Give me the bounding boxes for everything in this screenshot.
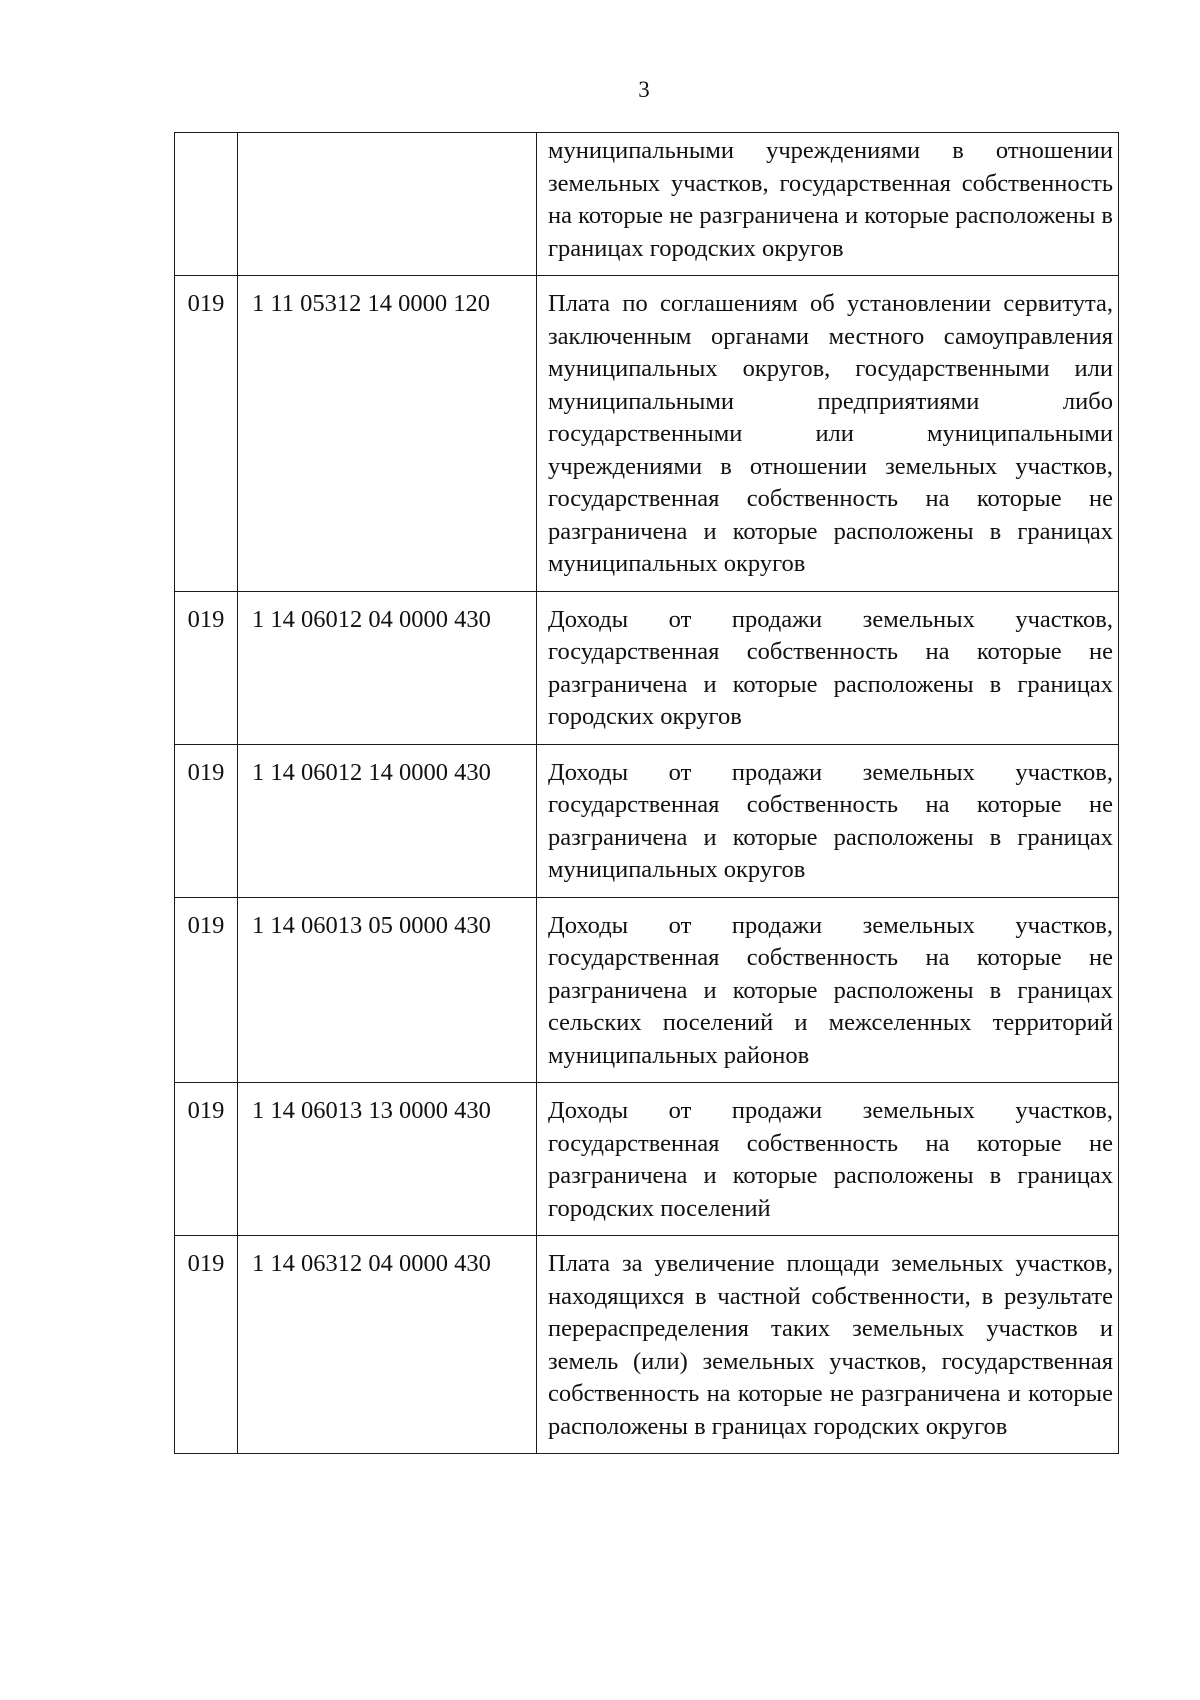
- revenue-codes-table: [174, 132, 1119, 1454]
- table-row: [175, 744, 1119, 897]
- table-row: [175, 276, 1119, 592]
- admin-code-cell: 019: [175, 1236, 238, 1454]
- table-row: [175, 133, 1119, 276]
- description-cell: Доходы от продажи земельных участков, государственная собственность на которые не разграничена и которые расположены в границах городских поселений: [537, 1083, 1119, 1236]
- description-cell: Доходы от продажи земельных участков, государственная собственность на которые не разграничена и которые расположены в границах сельских поселений и межселенных территорий муниципальных районов: [537, 897, 1119, 1083]
- description-cell: Плата по соглашениям об установлении сервитута, заключенным органами местного самоуправления муниципальных округов, государственными или муниципальными предприятиями либо государственными или муниципальными учреждениями в отношении земельных участков, государственная собственность на которые не разграничена и которые расположены в границах муниципальных округов: [537, 276, 1119, 592]
- revenue-code-cell: 1 14 06013 05 0000 430: [238, 897, 537, 1083]
- revenue-code-cell: 1 14 06012 14 0000 430: [238, 744, 537, 897]
- admin-code-cell: 019: [175, 744, 238, 897]
- revenue-code-cell: 1 14 06312 04 0000 430: [238, 1236, 537, 1454]
- revenue-code-cell: 1 14 06012 04 0000 430: [238, 591, 537, 744]
- table-row: [175, 1236, 1119, 1454]
- description-cell: Плата за увеличение площади земельных участков, находящихся в частной собственности, в результате перераспределения таких земельных участков и земель (или) земельных участков, государственная собственность на которые не разграничена и которые расположены в границах городских округов: [537, 1236, 1119, 1454]
- revenue-code-cell: 1 14 06013 13 0000 430: [238, 1083, 537, 1236]
- admin-code-cell: [175, 133, 238, 276]
- revenue-code-cell: 1 11 05312 14 0000 120: [238, 276, 537, 592]
- page-number: 3: [638, 77, 650, 102]
- description-cell: Доходы от продажи земельных участков, государственная собственность на которые не разграничена и которые расположены в границах муниципальных округов: [537, 744, 1119, 897]
- description-cell: Доходы от продажи земельных участков, государственная собственность на которые не разграничена и которые расположены в границах городских округов: [537, 591, 1119, 744]
- description-cell: муниципальными учреждениями в отношении земельных участков, государственная собственность на которые не разграничена и которые расположены в границах городских округов: [537, 133, 1119, 276]
- admin-code-cell: 019: [175, 897, 238, 1083]
- table-row: [175, 897, 1119, 1083]
- admin-code-cell: 019: [175, 591, 238, 744]
- admin-code-cell: 019: [175, 276, 238, 592]
- revenue-code-cell: [238, 133, 537, 276]
- table-row: [175, 1083, 1119, 1236]
- table-row: [175, 591, 1119, 744]
- admin-code-cell: 019: [175, 1083, 238, 1236]
